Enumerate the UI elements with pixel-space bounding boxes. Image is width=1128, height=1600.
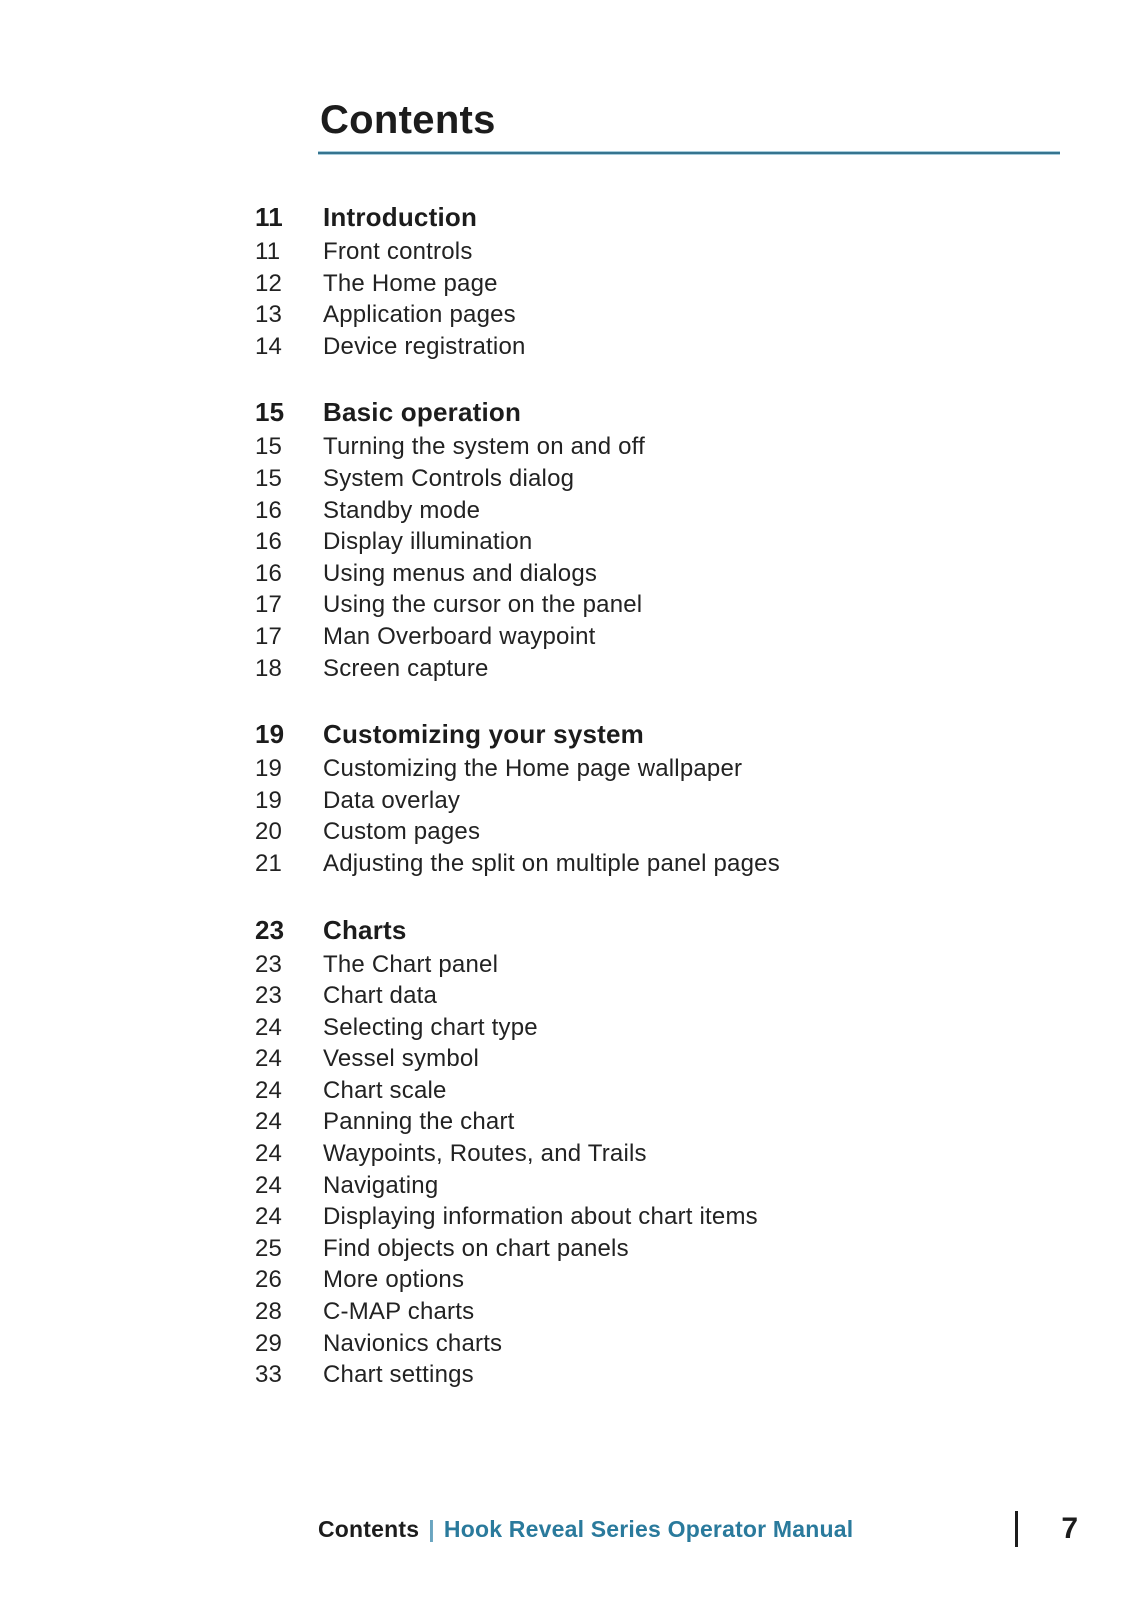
toc-entry[interactable] — [255, 463, 1065, 495]
toc-entry-page-number: 16 — [255, 496, 283, 524]
toc-entry[interactable] — [255, 1201, 1065, 1233]
toc-entry[interactable] — [255, 753, 1065, 785]
toc-entry-title: Adjusting the split on multiple panel pages — [323, 849, 780, 877]
toc-entry-page-number: 13 — [255, 301, 283, 329]
page-header — [318, 98, 1060, 155]
toc-entry[interactable] — [255, 268, 1065, 300]
toc-section — [255, 393, 1065, 684]
footer-manual-title: Hook Reveal Series Operator Manual — [443, 1515, 854, 1542]
toc-entry-page-number: 24 — [255, 1076, 283, 1104]
toc-entry-page-number: 16 — [255, 559, 283, 587]
toc-entry-title: Navionics charts — [323, 1329, 503, 1357]
toc-entry-title: Display illumination — [323, 528, 533, 556]
toc-entry-title: Application pages — [323, 301, 516, 329]
toc-entry-page-number: 24 — [255, 1140, 283, 1168]
toc-entry-page-number: 28 — [255, 1298, 283, 1326]
toc-entry-page-number: 19 — [255, 786, 283, 814]
toc-entry-page-number: 16 — [255, 528, 283, 556]
toc-entry-title: Using the cursor on the panel — [323, 591, 643, 619]
toc-entry-title: Navigating — [323, 1171, 439, 1199]
toc-section-title: Charts — [323, 914, 407, 945]
toc-section-heading[interactable] — [255, 715, 1065, 753]
title-rule — [318, 151, 1060, 155]
toc-section-page-number: 19 — [255, 719, 285, 750]
toc-entry[interactable] — [255, 1328, 1065, 1360]
toc-entry-title: Chart scale — [323, 1076, 447, 1104]
footer-page-indicator — [1015, 1511, 1078, 1547]
toc-entry[interactable] — [255, 431, 1065, 463]
toc-entry-page-number: 15 — [255, 433, 283, 461]
toc-entry-title: Panning the chart — [323, 1108, 515, 1136]
toc-entry[interactable] — [255, 495, 1065, 527]
toc-section-heading[interactable] — [255, 393, 1065, 431]
toc-entry[interactable] — [255, 621, 1065, 653]
page-title: Contents — [320, 98, 496, 142]
toc-entry-title: The Chart panel — [323, 950, 499, 978]
toc-entry-title: Find objects on chart panels — [323, 1234, 629, 1262]
toc-entry-title: Data overlay — [323, 786, 461, 814]
toc-entry[interactable] — [255, 1075, 1065, 1107]
toc-entry-title: Vessel symbol — [323, 1045, 479, 1073]
toc-entry[interactable] — [255, 236, 1065, 268]
toc-entry[interactable] — [255, 589, 1065, 621]
toc-entry-page-number: 24 — [255, 1045, 283, 1073]
toc-entry[interactable] — [255, 1170, 1065, 1202]
footer-separator: | — [428, 1515, 435, 1542]
footer-page-number: 7 — [1061, 1512, 1078, 1545]
footer-breadcrumb — [318, 1516, 853, 1543]
toc-entry[interactable] — [255, 1138, 1065, 1170]
toc-entry-title: Turning the system on and off — [323, 433, 645, 461]
toc-entry[interactable] — [255, 980, 1065, 1012]
toc-entry-page-number: 23 — [255, 950, 283, 978]
toc-section-title: Customizing your system — [323, 719, 644, 750]
toc-entry[interactable] — [255, 1106, 1065, 1138]
toc-entry-title: Device registration — [323, 332, 526, 360]
toc-entry-page-number: 24 — [255, 1203, 283, 1231]
toc-entry[interactable] — [255, 1359, 1065, 1391]
toc-section-heading[interactable] — [255, 198, 1065, 236]
toc-entry[interactable] — [255, 816, 1065, 848]
toc-entry[interactable] — [255, 1233, 1065, 1265]
toc-section-page-number: 23 — [255, 914, 285, 945]
toc-entry-title: Man Overboard waypoint — [323, 622, 596, 650]
toc-entry-page-number: 24 — [255, 1013, 283, 1041]
footer-page-divider — [1015, 1511, 1018, 1547]
toc-entry[interactable] — [255, 331, 1065, 363]
toc-entry-title: Chart settings — [323, 1361, 474, 1389]
toc-entry-title: Standby mode — [323, 496, 481, 524]
toc-entry-page-number: 15 — [255, 464, 283, 492]
toc-entry-title: Chart data — [323, 982, 438, 1010]
toc-section — [255, 198, 1065, 362]
toc-entry-title: Displaying information about chart items — [323, 1203, 758, 1231]
toc-entry-title: C-MAP charts — [323, 1298, 475, 1326]
toc-entry-title: Using menus and dialogs — [323, 559, 598, 587]
toc-entry-title: System Controls dialog — [323, 464, 575, 492]
toc-entry-page-number: 24 — [255, 1108, 283, 1136]
toc-entry-page-number: 26 — [255, 1266, 283, 1294]
toc-section-heading[interactable] — [255, 911, 1065, 949]
toc-section-page-number: 15 — [255, 397, 285, 428]
toc-entry[interactable] — [255, 558, 1065, 590]
toc-section-title: Basic operation — [323, 397, 522, 428]
toc-entry-page-number: 29 — [255, 1329, 283, 1357]
toc-entry-title: Customizing the Home page wallpaper — [323, 755, 743, 783]
page-footer — [318, 1510, 1078, 1548]
toc-entry[interactable] — [255, 785, 1065, 817]
toc-section — [255, 911, 1065, 1391]
toc-entry-page-number: 20 — [255, 818, 283, 846]
toc-entry-page-number: 33 — [255, 1361, 283, 1389]
toc-entry[interactable] — [255, 1264, 1065, 1296]
toc-entry-page-number: 17 — [255, 622, 283, 650]
toc-entry[interactable] — [255, 526, 1065, 558]
toc-entry-page-number: 25 — [255, 1234, 283, 1262]
toc-section-title: Introduction — [323, 202, 478, 232]
toc-section-page-number: 11 — [255, 202, 283, 232]
toc-entry[interactable] — [255, 299, 1065, 331]
toc-entry-title: Selecting chart type — [323, 1013, 538, 1041]
table-of-contents — [255, 198, 1065, 1422]
toc-entry[interactable] — [255, 1043, 1065, 1075]
toc-entry[interactable] — [255, 1012, 1065, 1044]
footer-section-label: Contents — [318, 1515, 420, 1542]
toc-entry-title: The Home page — [323, 269, 498, 297]
toc-entry[interactable] — [255, 653, 1065, 685]
toc-entry-page-number: 17 — [255, 591, 283, 619]
toc-entry[interactable] — [255, 949, 1065, 981]
toc-entry-page-number: 24 — [255, 1171, 283, 1199]
toc-section — [255, 715, 1065, 879]
toc-entry[interactable] — [255, 1296, 1065, 1328]
toc-entry-page-number: 14 — [255, 332, 283, 360]
toc-entry-page-number: 18 — [255, 654, 283, 682]
toc-entry-page-number: 12 — [255, 269, 283, 297]
toc-entry-page-number: 19 — [255, 755, 283, 783]
toc-entry-page-number: 23 — [255, 982, 283, 1010]
toc-entry-page-number: 11 — [255, 238, 281, 265]
toc-entry-title: Front controls — [323, 238, 473, 265]
toc-entry-title: Custom pages — [323, 818, 481, 846]
toc-entry-title: Screen capture — [323, 654, 489, 682]
toc-entry-title: More options — [323, 1266, 465, 1294]
toc-entry-page-number: 21 — [255, 849, 283, 877]
toc-entry-title: Waypoints, Routes, and Trails — [323, 1140, 647, 1168]
toc-entry[interactable] — [255, 848, 1065, 880]
